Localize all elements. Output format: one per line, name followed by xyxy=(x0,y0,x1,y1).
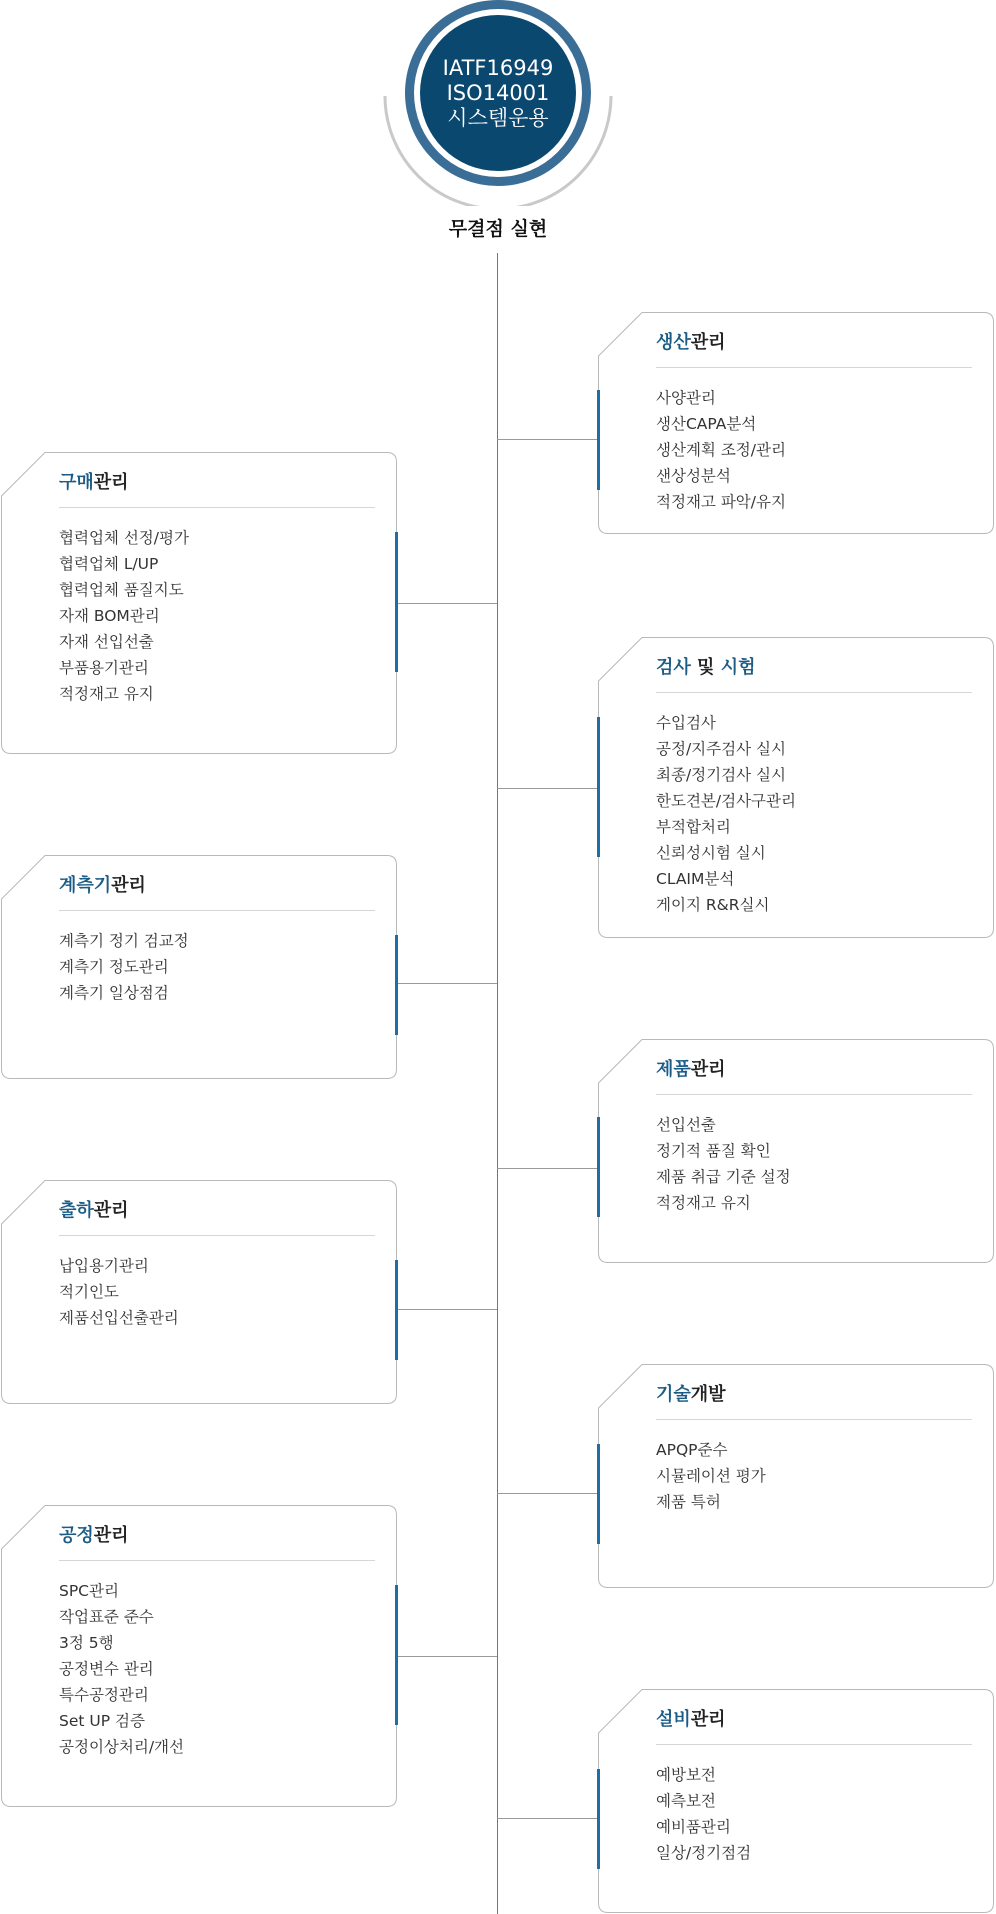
hub-line-1: IATF16949 xyxy=(442,55,554,80)
list-item: 선입선출 xyxy=(656,1116,716,1134)
card-title-rest: 관리 xyxy=(690,1709,726,1730)
card-gauge xyxy=(1,855,397,1079)
card-title-rest: 관리 xyxy=(690,1059,726,1080)
card-inspection xyxy=(598,637,994,938)
card-accent-bar xyxy=(597,390,600,490)
list-item: 정기적 품질 확인 xyxy=(656,1142,771,1160)
card-purchase xyxy=(1,452,397,754)
list-item: 적정재고 유지 xyxy=(59,685,154,703)
list-item: 계측기 정기 검교정 xyxy=(59,932,189,950)
branch-line-gauge xyxy=(396,983,497,984)
list-item: Set UP 검증 xyxy=(59,1712,145,1730)
list-item: 부품용기관리 xyxy=(59,659,149,677)
list-item: 게이지 R&R실시 xyxy=(656,896,770,914)
card-tech xyxy=(598,1364,994,1588)
branch-line-process xyxy=(396,1656,497,1657)
list-item: 계측기 정도관리 xyxy=(59,958,169,976)
card-item-list xyxy=(656,1112,791,1216)
card-title xyxy=(656,1705,726,1731)
list-item: 적정재고 유지 xyxy=(656,1194,751,1212)
card-product xyxy=(598,1039,994,1263)
card-production xyxy=(598,312,994,534)
list-item: 신뢰성시험 실시 xyxy=(656,844,766,862)
list-item: 공정변수 관리 xyxy=(59,1660,154,1678)
hub-caption: 무결점 실현 xyxy=(448,218,548,240)
card-title-rest: 관리 xyxy=(690,332,726,353)
list-item: 한도견본/검사구관리 xyxy=(656,792,796,810)
list-item: 계측기 일상점검 xyxy=(59,984,169,1002)
list-item: 부적합처리 xyxy=(656,818,731,836)
branch-line-product xyxy=(497,1168,598,1169)
card-accent-bar xyxy=(395,935,398,1035)
list-item: 적기인도 xyxy=(59,1283,119,1301)
list-item: 특수공정관리 xyxy=(59,1686,149,1704)
list-item: 협력업체 L/UP xyxy=(59,555,159,573)
card-process xyxy=(1,1505,397,1807)
card-title-highlight: 설비 xyxy=(656,1709,691,1730)
card-divider xyxy=(656,692,972,693)
list-item: SPC관리 xyxy=(59,1582,119,1600)
card-title-highlight: 공정 xyxy=(59,1525,94,1546)
card-title xyxy=(656,1380,726,1406)
card-title xyxy=(656,653,755,679)
list-item: 3정 5행 xyxy=(59,1634,114,1652)
list-item: 샌상성분석 xyxy=(656,467,731,485)
list-item: 공정이상처리/개선 xyxy=(59,1738,185,1756)
card-accent-bar xyxy=(597,1444,600,1544)
card-item-list xyxy=(656,385,786,515)
list-item: 자재 선입선출 xyxy=(59,633,154,651)
list-item: 협력업체 품질지도 xyxy=(59,581,184,599)
list-item: CLAIM분석 xyxy=(656,870,735,888)
list-item: 자재 BOM관리 xyxy=(59,607,160,625)
list-item: 협력업체 선정/평가 xyxy=(59,529,189,547)
card-accent-bar xyxy=(597,1117,600,1217)
list-item: 생산CAPA분석 xyxy=(656,415,757,433)
card-title-highlight: 구매 xyxy=(59,472,94,493)
list-item: APQP준수 xyxy=(656,1441,728,1459)
branch-line-purchase xyxy=(396,603,497,604)
card-title-highlight: 기술 xyxy=(656,1384,691,1405)
list-item: 생산계획 조정/관리 xyxy=(656,441,786,459)
card-accent-bar xyxy=(597,1769,600,1869)
card-item-list xyxy=(59,1253,179,1331)
list-item: 제품선입선출관리 xyxy=(59,1309,179,1327)
card-title-highlight: 출하 xyxy=(59,1200,94,1221)
list-item: 공정/지주검사 실시 xyxy=(656,740,786,758)
card-item-list xyxy=(59,928,189,1006)
list-item: 사양관리 xyxy=(656,389,716,407)
card-divider xyxy=(59,1235,375,1236)
card-title xyxy=(59,468,129,494)
card-divider xyxy=(59,507,375,508)
card-divider xyxy=(656,1744,972,1745)
hub-line-3: 시스템운용 xyxy=(447,105,549,130)
card-title-highlight: 검사 xyxy=(656,657,691,678)
card-title-rest: 관리 xyxy=(111,875,146,896)
branch-line-shipping xyxy=(396,1309,497,1310)
list-item: 시뮬레이션 평가 xyxy=(656,1467,766,1485)
card-item-list xyxy=(656,710,796,918)
list-item: 예측보전 xyxy=(656,1792,716,1810)
card-title xyxy=(656,328,726,354)
card-title-rest: 관리 xyxy=(93,1200,129,1221)
list-item: 예방보전 xyxy=(656,1766,716,1784)
card-title-highlight: 제품 xyxy=(656,1059,691,1080)
list-item: 제품 특허 xyxy=(656,1493,721,1511)
card-divider xyxy=(656,1094,972,1095)
card-title xyxy=(59,1196,129,1222)
card-title-highlight: 생산 xyxy=(656,332,691,353)
list-item: 일상/정기점검 xyxy=(656,1844,752,1862)
list-item: 수입검사 xyxy=(656,714,716,732)
branch-line-inspection xyxy=(497,788,598,789)
card-title-mid: 및 xyxy=(690,657,721,678)
branch-line-production xyxy=(497,439,598,440)
card-title xyxy=(59,1521,129,1547)
card-title-rest: 개발 xyxy=(690,1384,726,1405)
card-accent-bar xyxy=(597,717,600,857)
branch-line-equipment xyxy=(497,1818,598,1819)
card-title-highlight: 계측기 xyxy=(59,875,112,896)
card-title xyxy=(59,871,146,897)
card-shipping xyxy=(1,1180,397,1404)
card-item-list xyxy=(59,525,189,707)
list-item: 예비품관리 xyxy=(656,1818,731,1836)
list-item: 납입용기관리 xyxy=(59,1257,149,1275)
card-item-list xyxy=(59,1578,184,1760)
card-title-highlight-2: 시험 xyxy=(720,657,756,678)
card-divider xyxy=(59,910,375,911)
list-item: 작업표준 준수 xyxy=(59,1608,154,1626)
card-accent-bar xyxy=(395,532,398,672)
list-item: 제품 취급 기준 설정 xyxy=(656,1168,791,1186)
card-divider xyxy=(656,367,972,368)
trunk-line xyxy=(497,253,498,1914)
card-accent-bar xyxy=(395,1585,398,1725)
list-item: 최종/정기검사 실시 xyxy=(656,766,786,784)
card-divider xyxy=(656,1419,972,1420)
card-item-list xyxy=(656,1762,751,1866)
hub-line-2: ISO14001 xyxy=(446,80,550,105)
branch-line-tech xyxy=(497,1493,598,1494)
card-title xyxy=(656,1055,726,1081)
card-title-rest: 관리 xyxy=(93,472,129,493)
card-divider xyxy=(59,1560,375,1561)
card-item-list xyxy=(656,1437,766,1515)
card-accent-bar xyxy=(395,1260,398,1360)
card-equipment xyxy=(598,1689,994,1913)
hub-circle xyxy=(420,15,576,171)
card-title-rest: 관리 xyxy=(93,1525,129,1546)
list-item: 적정재고 파악/유지 xyxy=(656,493,786,511)
